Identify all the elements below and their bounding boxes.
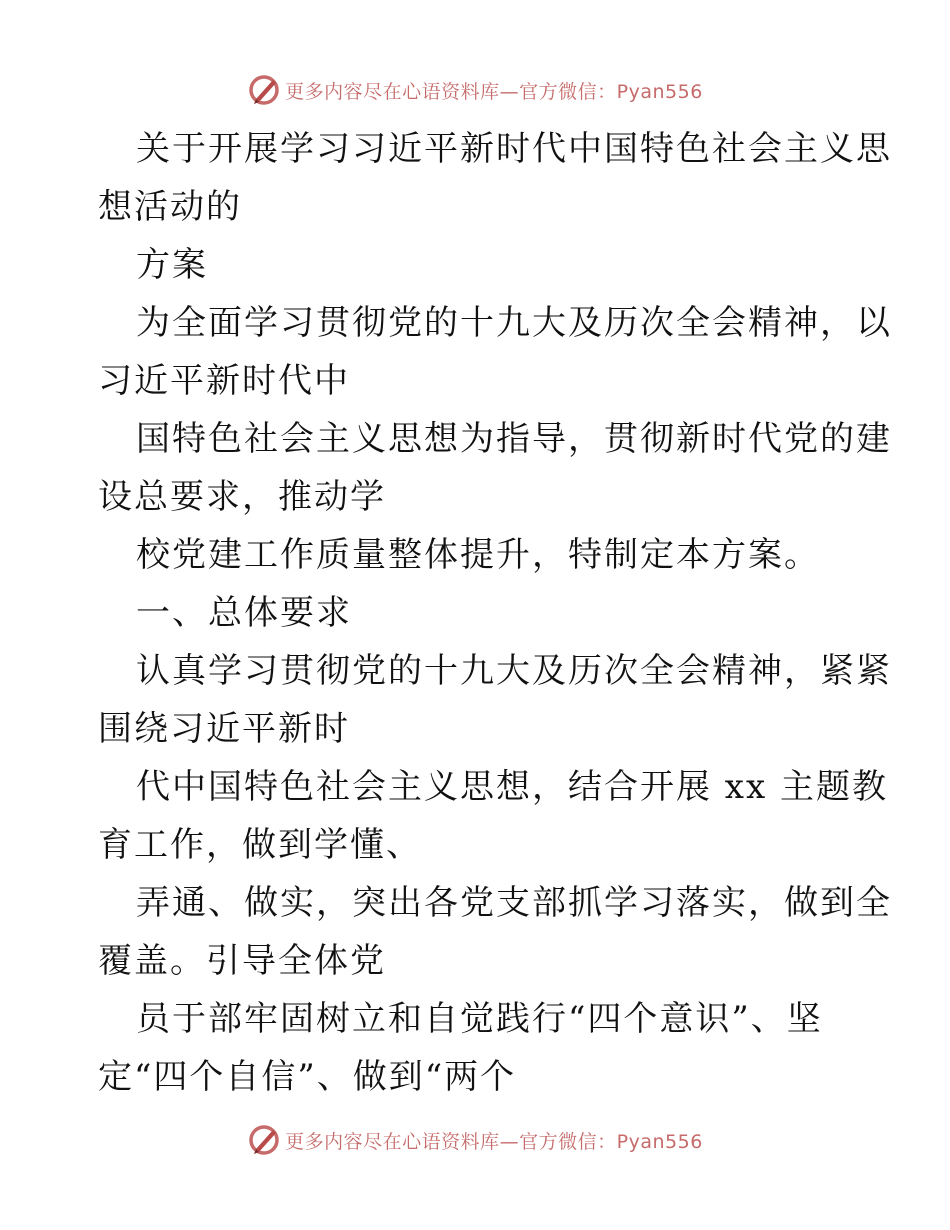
header-watermark — [0, 72, 950, 108]
paragraph-line: 定“四个自信”、做到“两个 — [98, 1057, 517, 1097]
section-heading: 一、总体要求 — [136, 593, 352, 633]
paragraph-line: 国特色社会主义思想为指导，贯彻新时代党的建 — [136, 419, 892, 459]
paragraph-line: 校党建工作质量整体提升，特制定本方案。 — [136, 535, 820, 575]
pen-circle-logo-icon — [247, 73, 281, 107]
paragraph-line: 弄通、做实，突出各党支部抓学习落实，做到全 — [136, 883, 892, 923]
paragraph-line: 习近平新时代中 — [98, 361, 350, 401]
paragraph-line: 设总要求，推动学 — [98, 477, 386, 517]
paragraph-line: 育工作，做到学懂、 — [98, 825, 422, 865]
pen-circle-logo-icon — [247, 1123, 281, 1157]
document-body — [98, 120, 892, 1106]
title-line-3: 方案 — [136, 245, 208, 285]
watermark-text: 更多内容尽在心语资料库—官方微信：Pyan556 — [285, 80, 703, 103]
paragraph-line: 覆盖。引导全体党 — [98, 941, 386, 981]
paragraph-line: 代中国特色社会主义思想，结合开展 xx 主题教 — [136, 767, 888, 807]
title-line-2: 想活动的 — [98, 187, 242, 227]
paragraph-line: 为全面学习贯彻党的十九大及历次全会精神，以 — [136, 303, 892, 343]
paragraph-line: 认真学习贯彻党的十九大及历次全会精神，紧紧 — [136, 651, 892, 691]
paragraph-line: 员于部牢固树立和自觉践行“四个意识”、坚 — [136, 999, 823, 1039]
title-line-1: 关于开展学习习近平新时代中国特色社会主义思 — [136, 129, 892, 169]
watermark-text: 更多内容尽在心语资料库—官方微信：Pyan556 — [285, 1130, 703, 1153]
paragraph-line: 围绕习近平新时 — [98, 709, 350, 749]
footer-watermark — [0, 1122, 950, 1158]
